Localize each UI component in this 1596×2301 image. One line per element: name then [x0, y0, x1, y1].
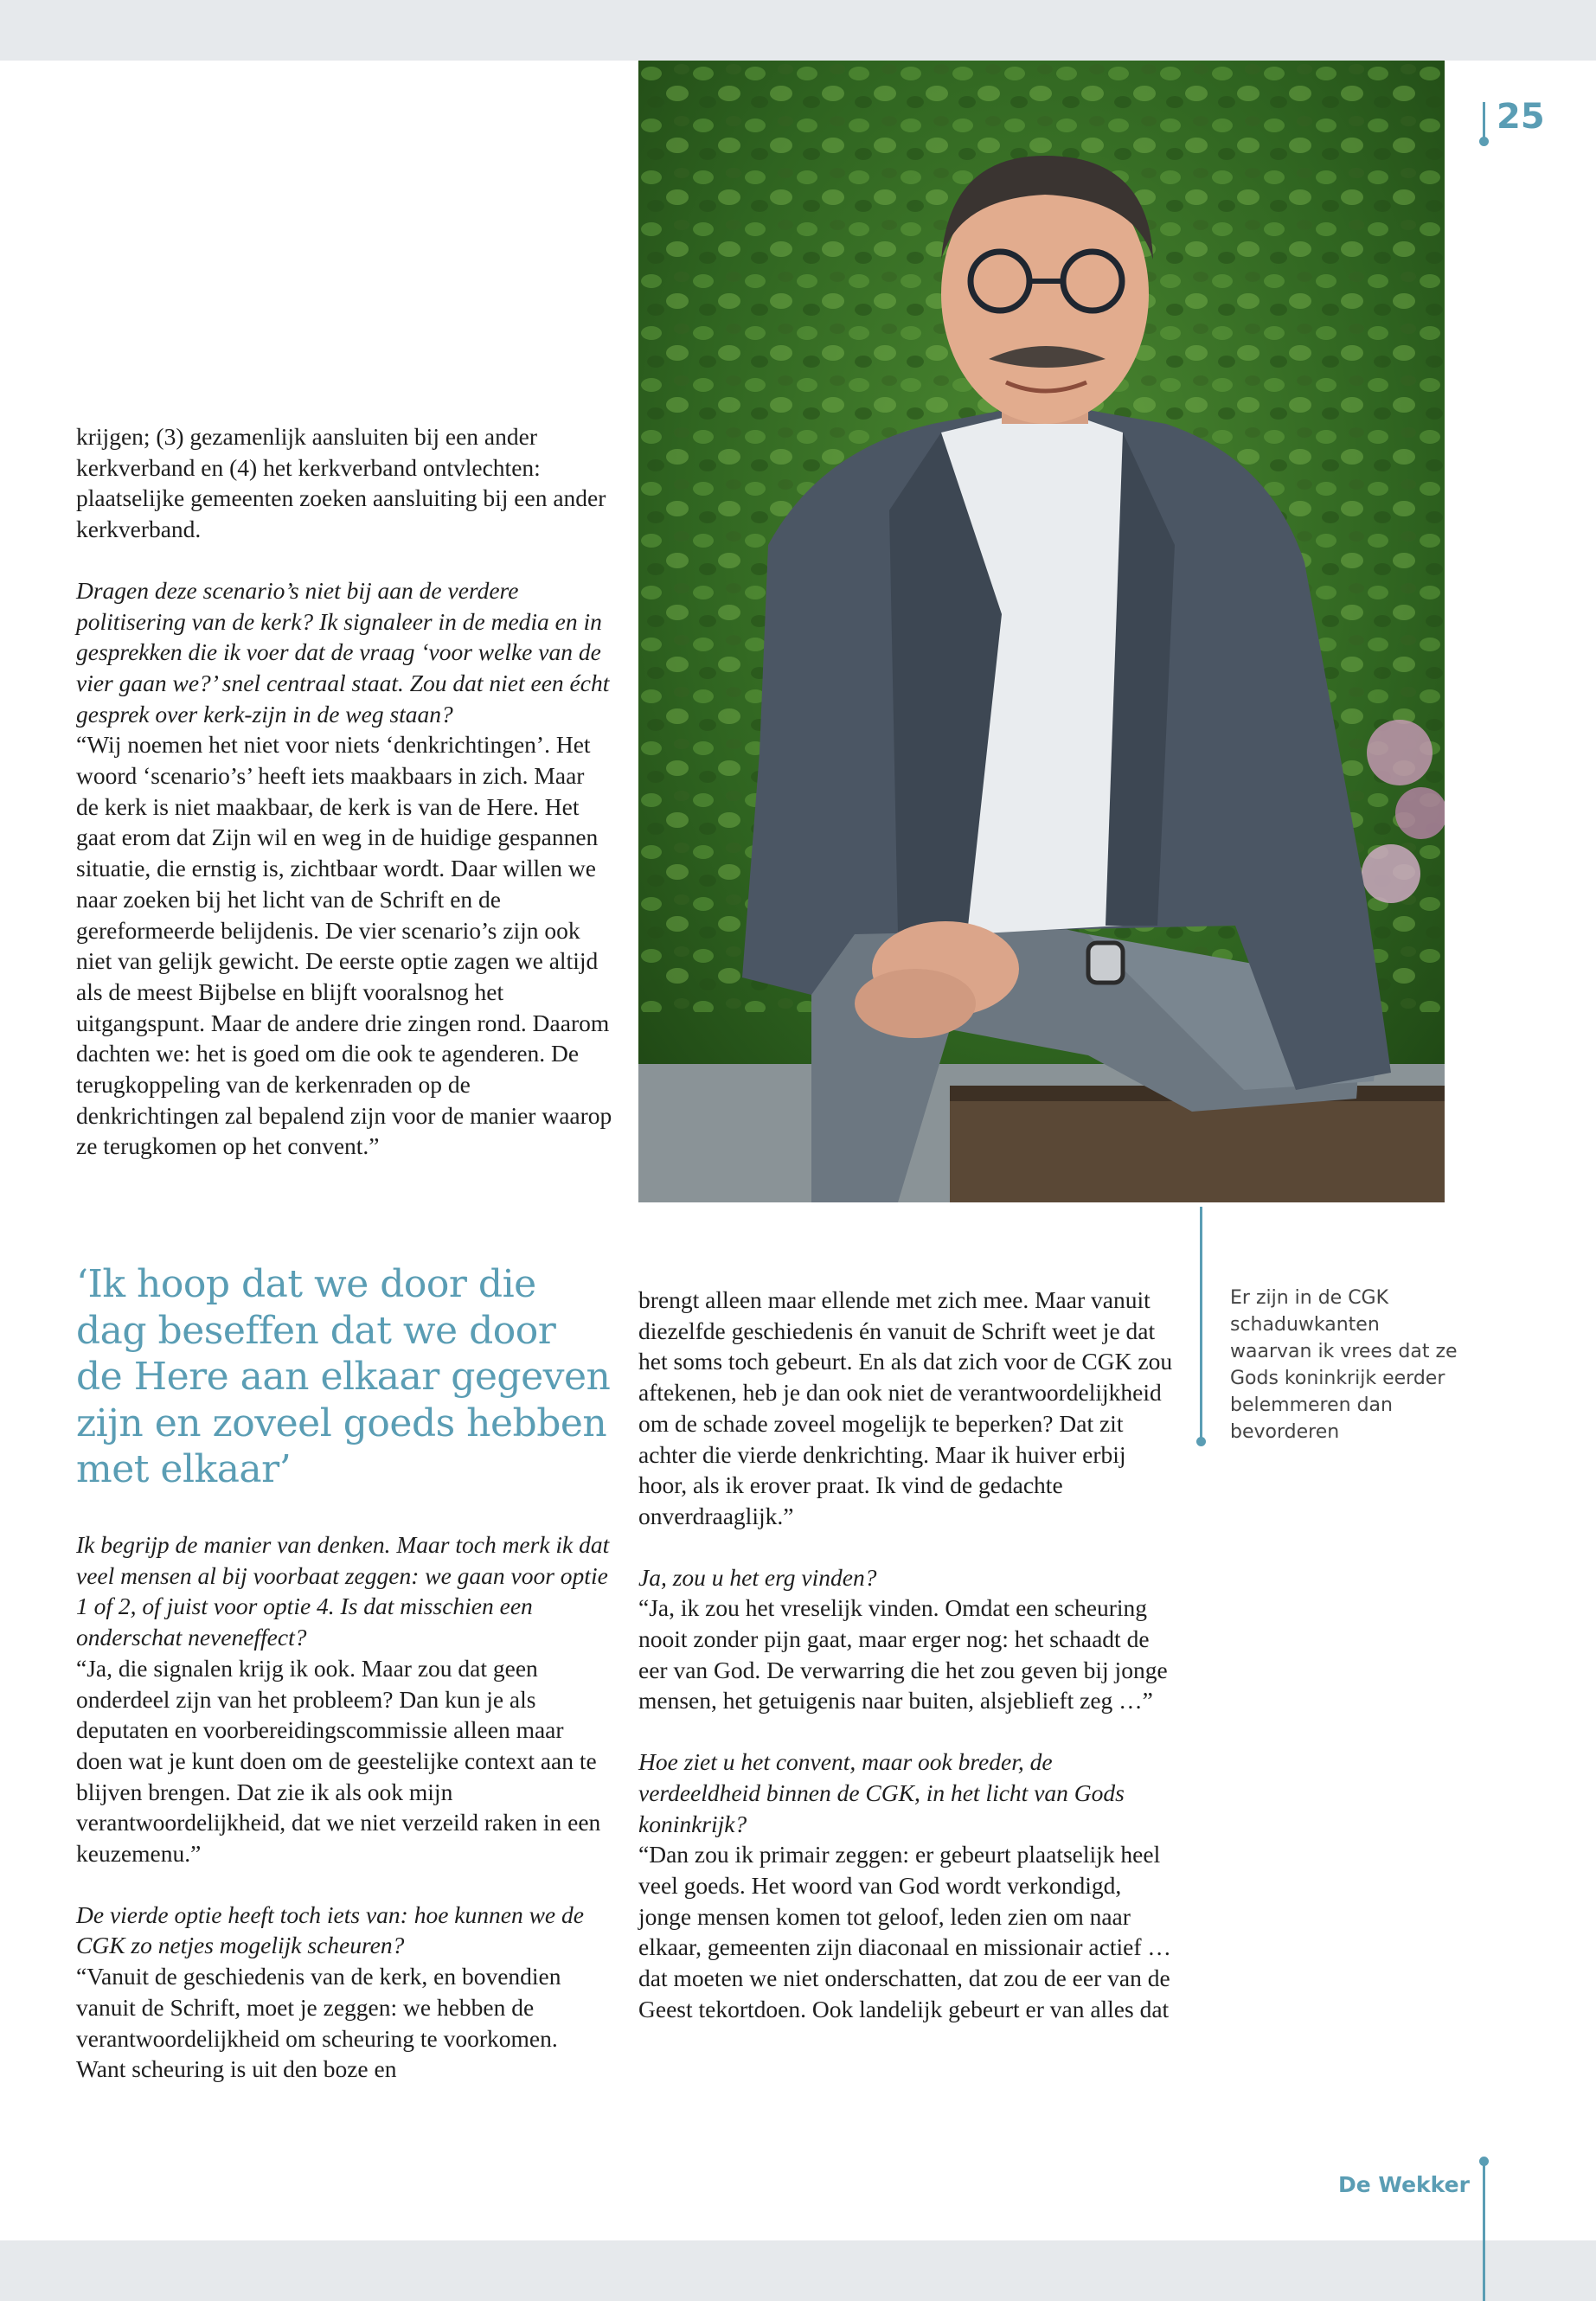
article-column-1-top	[76, 421, 612, 1162]
side-quote-dot	[1196, 1437, 1206, 1446]
side-quote: Er zijn in de CGK schaduwkanten waarvan ik vrees dat ze Gods koninkrijk eerder belemmeren dan bevorderen	[1230, 1287, 1458, 1443]
page-number-dot	[1479, 137, 1489, 146]
question-paragraph: Ik begrijp de manier van denken. Maar toch merk ik dat veel mensen al bij voorbaat zeggen: we gaan voor optie 1 of 2, of juist voor optie 4. Is dat misschien een onderschat neveneffect?	[76, 1531, 610, 1651]
portrait-illustration	[638, 61, 1445, 1202]
question-paragraph: Ja, zou u het erg vinden?	[638, 1563, 877, 1591]
question-paragraph: Hoe ziet u het convent, maar ook breder, de verdeeldheid binnen de CGK, in het licht van Gods koninkrijk?	[638, 1748, 1125, 1837]
answer-paragraph: “Ja, ik zou het vreselijk vinden. Omdat een scheuring nooit zonder pijn gaat, maar erger nog: het schaadt de eer van God. De verwarring die het zou geven bij jonge mensen, het getuigenis naar buiten, alsjeblieft zeg …”	[638, 1594, 1168, 1715]
page-number-rule	[1483, 102, 1485, 140]
answer-paragraph: “Vanuit de geschiedenis van de kerk, en bovendien vanuit de Schrift, moet je zeggen: we hebben de verantwoordelijkheid om scheuring te voorkomen. Want scheuring is uit den boze en	[76, 1963, 561, 2083]
question-paragraph: Dragen deze scenario’s niet bij aan de verdere politisering van de kerk? Ik signaleer in de media en in gesprekken die ik voer dat de vraag ‘voor welke van de vier gaan we?’ snel centraal staat. Zou dat niet een écht gesprek over kerk-zijn in de weg staan?	[76, 576, 610, 727]
article-column-2	[638, 1285, 1175, 2024]
side-quote-rule	[1200, 1207, 1202, 1440]
page-number: 25	[1497, 97, 1545, 137]
footer-rule	[1483, 2160, 1485, 2301]
answer-paragraph: brengt alleen maar ellende met zich mee. Maar vanuit diezelfde geschiedenis én vanuit de Schrift weet je dat het soms toch gebeurt. En als dat zich voor de CGK zou aftekenen, heb je dan ook niet de verantwoordelijkheid om de schade zoveel mogelijk te beperken? Dat zit achter die vierde denkrichting. Maar ik huiver erbij hoor, als ik erover praat. Ik vind de gedachte onverdraaglijk.”	[638, 1286, 1173, 1529]
portrait-photo	[638, 61, 1445, 1202]
question-paragraph: De vierde optie heeft toch iets van: hoe kunnen we de CGK zo netjes mogelijk scheuren?	[76, 1900, 584, 1959]
article-column-1-bottom	[76, 1529, 612, 2085]
footer-dot	[1479, 2157, 1489, 2166]
answer-paragraph: krijgen; (3) gezamenlijk aansluiten bij een ander kerkverband en (4) het kerkverband ontvlechten: plaatselijke gemeenten zoeken aansluiting bij een ander kerkverband.	[76, 423, 606, 543]
answer-paragraph: “Wij noemen het niet voor niets ‘denkrichtingen’. Het woord ‘scenario’s’ heeft iets maakbaars in zich. Maar de kerk is niet maakbaar, de kerk is van de Here. Het gaat erom dat Zijn wil en weg in de huidige gespannen situatie, die ernstig is, zichtbaar wordt. Daar willen we naar zoeken bij het licht van de Schrift en de gereformeerde belijdenis. De vier scenario’s zijn ook niet van gelijk gewicht. De eerste optie zagen we altijd als de meest Bijbelse en blijft vooralsnog het uitgangspunt. Maar de andere drie zingen rond. Daarom dachten we: het is goed om die ook te agenderen. De terugkoppeling van de kerkenraden op de denkrichtingen zal bepalend zijn voor de manier waarop ze terugkomen op het convent.”	[76, 731, 612, 1160]
pull-quote: ‘Ik hoop dat we door die dag beseffen dat we door de Here aan elkaar gegeven zijn en zoveel goeds hebben met elkaar’	[76, 1262, 611, 1491]
answer-paragraph: “Dan zou ik primair zeggen: er gebeurt plaatselijk heel veel goeds. Het woord van God wordt verkondigd, jonge mensen komen tot geloof, leden zien om naar elkaar, gemeenten zijn diaconaal en missionair actief … dat moeten we niet onderschatten, dat zou de eer van de Geest tekortdoen. Ook landelijk gebeurt er van alles dat	[638, 1841, 1171, 2022]
answer-paragraph: “Ja, die signalen krijg ik ook. Maar zou dat geen onderdeel zijn van het probleem? Dan kun je als deputaten en voorbereidingscommissie alleen maar doen wat je kunt doen om de geestelijke context aan te blijven brengen. Dat zie ik als ook mijn verantwoordelijkheid, dat we niet verzeild raken in een keuzemenu.”	[76, 1654, 601, 1868]
magazine-name: De Wekker	[1338, 2172, 1470, 2197]
